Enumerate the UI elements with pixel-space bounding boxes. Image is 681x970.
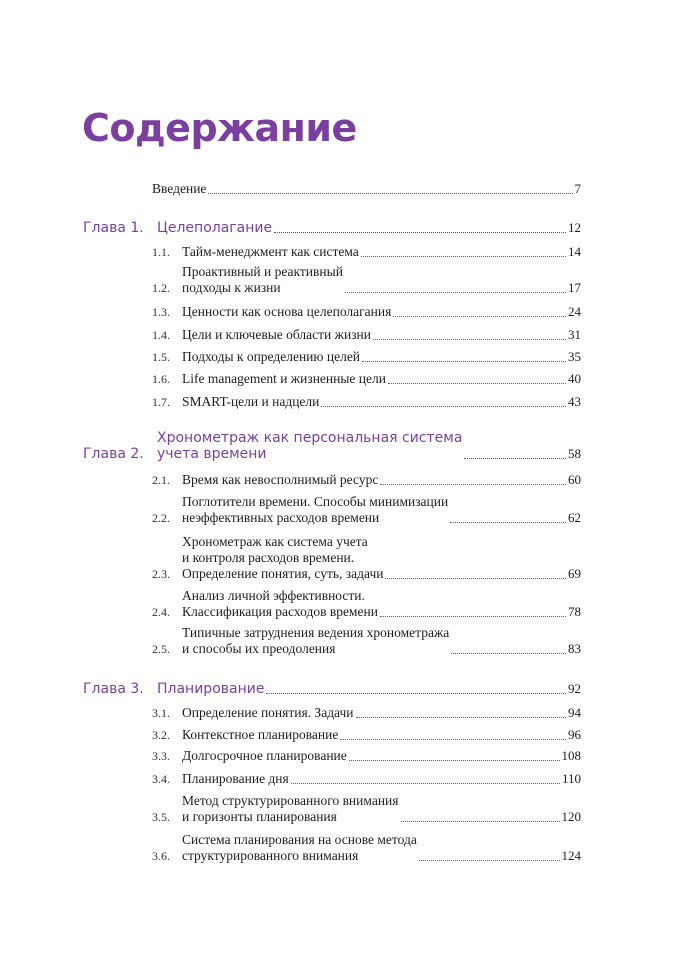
chapter-label: Глава 1.	[83, 220, 144, 236]
page-number: 7	[574, 181, 581, 196]
toc-section[interactable]	[152, 727, 581, 743]
entry-title-line: Долгосрочное планирование	[182, 748, 347, 763]
section-number: 2.1.	[152, 473, 170, 487]
entry-title-line: Цели и ключевые области жизни	[182, 327, 371, 342]
toc-section[interactable]	[152, 748, 581, 764]
page-number: 58	[568, 446, 581, 461]
page-number: 108	[561, 748, 581, 763]
toc-section[interactable]	[152, 472, 581, 488]
dot-leader	[380, 616, 566, 617]
toc-section[interactable]	[152, 793, 581, 825]
page-number: 31	[568, 327, 581, 342]
entry-title-line: Система планирования на основе метода	[182, 832, 417, 847]
dot-leader	[388, 383, 566, 384]
entry-title-line: подходы к жизни	[182, 280, 281, 295]
dot-leader	[464, 458, 566, 459]
page-number: 96	[568, 727, 581, 742]
entry-title-line: Ценности как основа целеполагания	[182, 304, 392, 319]
dot-leader	[419, 860, 560, 861]
dot-leader	[266, 693, 566, 694]
entry-title-line: Планирование дня	[182, 771, 289, 786]
toc-section[interactable]	[152, 625, 581, 657]
chapter-label: Глава 2.	[83, 446, 144, 462]
entry-title-line: и способы их преодоления	[182, 641, 336, 656]
toc-section[interactable]	[152, 244, 581, 260]
entry-title-line: Определение понятия, суть, задачи	[182, 566, 384, 581]
section-number: 1.3.	[152, 305, 170, 319]
page-number: 60	[568, 472, 581, 487]
toc-section[interactable]	[152, 705, 581, 721]
entry-title-line: неэффективных расходов времени	[182, 510, 380, 525]
dot-leader	[208, 193, 572, 194]
page-number: 124	[561, 848, 581, 863]
dot-leader	[362, 361, 566, 362]
page-number: 92	[568, 681, 581, 696]
entry-title-line: Поглотители времени. Способы минимизации	[182, 494, 449, 509]
entry-title-line: и контроля расходов времени.	[182, 550, 355, 565]
chapter-label: Глава 3.	[83, 681, 144, 697]
toc-entry-intro[interactable]	[152, 181, 581, 197]
page-title: Содержание	[82, 106, 357, 150]
entry-title-line: структурированного внимания	[182, 848, 359, 863]
page-number: 83	[568, 641, 581, 656]
toc-section[interactable]	[152, 304, 581, 320]
section-number: 2.2.	[152, 511, 170, 525]
entry-title-line: SMART-цели и надцели	[182, 394, 320, 409]
page-number: 12	[568, 220, 581, 235]
entry-title-line: Типичные затруднения ведения хронометража	[182, 625, 450, 640]
toc-chapter[interactable]	[83, 430, 581, 462]
toc-section[interactable]	[152, 771, 581, 787]
dot-leader	[340, 739, 566, 740]
dot-leader	[450, 522, 566, 523]
page-number: 120	[561, 809, 581, 824]
page-number: 35	[568, 349, 581, 364]
section-number: 3.5.	[152, 810, 170, 824]
dot-leader	[356, 717, 566, 718]
toc-section[interactable]	[152, 534, 581, 582]
toc-section[interactable]	[152, 832, 581, 864]
dot-leader	[401, 821, 560, 822]
toc-section[interactable]	[152, 394, 581, 410]
section-number: 3.2.	[152, 728, 170, 742]
section-number: 1.5.	[152, 350, 170, 364]
dot-leader	[291, 783, 560, 784]
section-number: 2.4.	[152, 605, 170, 619]
page-number: 40	[568, 371, 581, 386]
dot-leader	[385, 578, 566, 579]
toc-section[interactable]	[152, 588, 581, 620]
section-number: 3.3.	[152, 749, 170, 763]
entry-title-line: Метод структурированного внимания	[182, 793, 399, 808]
section-number: 3.1.	[152, 706, 170, 720]
entry-title-line: Анализ личной эффективности.	[182, 588, 365, 603]
entry-title-line: Life management и жизненные цели	[182, 371, 386, 386]
entry-title-line: Определение понятия. Задачи	[182, 705, 354, 720]
section-number: 3.4.	[152, 772, 170, 786]
entry-title-line: Тайм-менеджмент как система	[182, 244, 359, 259]
section-number: 2.3.	[152, 567, 170, 581]
dot-leader	[361, 256, 566, 257]
page-number: 24	[568, 304, 581, 319]
page-number: 43	[568, 394, 581, 409]
dot-leader	[451, 653, 566, 654]
entry-title-line: Контекстное планирование	[182, 727, 339, 742]
section-number: 1.6.	[152, 372, 170, 386]
entry-title-line: и горизонты планирования	[182, 809, 337, 824]
dot-leader	[373, 339, 566, 340]
page-number: 69	[568, 566, 581, 581]
dot-leader	[345, 292, 566, 293]
dot-leader	[274, 232, 566, 233]
section-number: 3.6.	[152, 849, 170, 863]
dot-leader	[380, 484, 566, 485]
toc-section[interactable]	[152, 349, 581, 365]
toc-section[interactable]	[152, 371, 581, 387]
section-number: 1.4.	[152, 328, 170, 342]
entry-title-line: Целеполагание	[157, 220, 273, 236]
entry-title-line: учета времени	[157, 446, 267, 462]
page-number: 94	[568, 705, 581, 720]
page-number: 14	[568, 244, 581, 259]
entry-title-line: Введение	[152, 181, 207, 196]
page-number: 62	[568, 510, 581, 525]
dot-leader	[393, 316, 566, 317]
page-number: 17	[568, 280, 581, 295]
toc-section[interactable]	[152, 327, 581, 343]
toc-chapter[interactable]	[83, 681, 581, 697]
page-number: 78	[568, 604, 581, 619]
dot-leader	[349, 760, 560, 761]
dot-leader	[321, 406, 566, 407]
entry-title-line: Планирование	[157, 681, 265, 697]
section-number: 2.5.	[152, 642, 170, 656]
toc-section[interactable]	[152, 494, 581, 526]
entry-title-line: Хронометраж как персональная система	[157, 430, 463, 446]
section-number: 1.1.	[152, 245, 170, 259]
entry-title-line: Хронометраж как система учета	[182, 534, 368, 549]
page-number: 110	[561, 771, 581, 786]
section-number: 1.2.	[152, 281, 170, 295]
entry-title-line: Классификация расходов времени	[182, 604, 378, 619]
entry-title-line: Время как невосполнимый ресурс	[182, 472, 379, 487]
entry-title-line: Подходы к определению целей	[182, 349, 361, 364]
toc-section[interactable]	[152, 264, 581, 296]
entry-title-line: Проактивный и реактивный	[182, 264, 343, 279]
section-number: 1.7.	[152, 395, 170, 409]
toc-chapter[interactable]	[83, 220, 581, 236]
